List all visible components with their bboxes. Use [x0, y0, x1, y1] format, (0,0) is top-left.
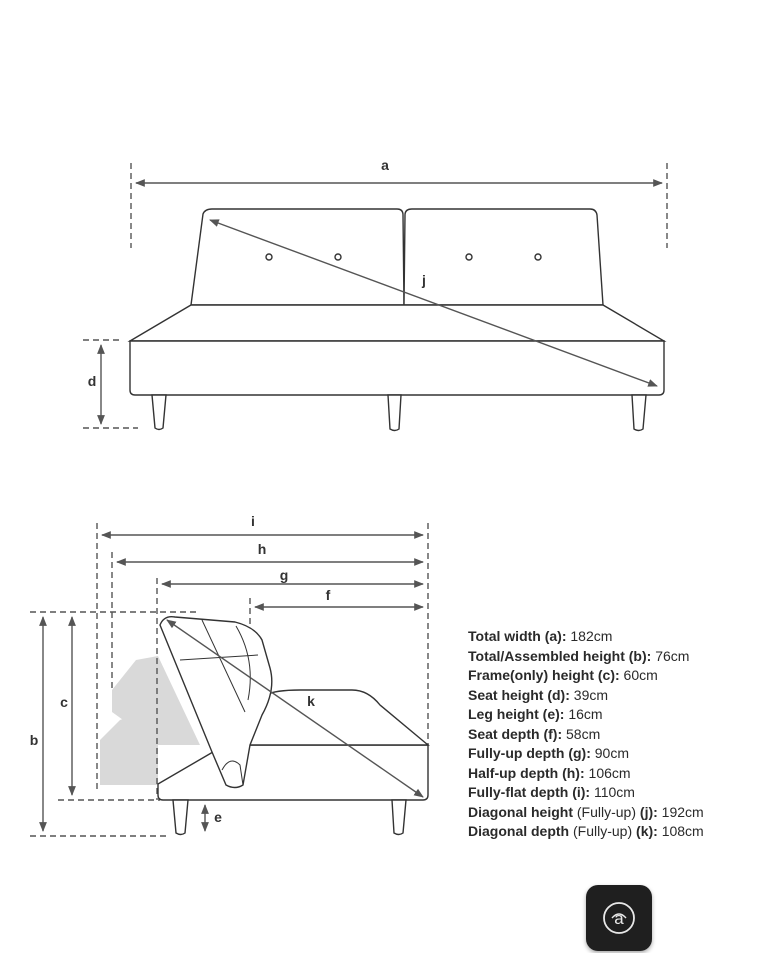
spec-row: Seat height (d): 39cm [468, 686, 609, 703]
label-b: b [29, 732, 39, 748]
svg-text:a: a [614, 909, 624, 928]
label-j: j [422, 272, 426, 288]
spec-row: Total width (a): 182cm [468, 628, 613, 644]
label-f: f [325, 587, 331, 603]
spec-row: Total/Assembled height (b): 76cm [468, 647, 690, 664]
front-seat-front [130, 341, 664, 395]
accessibility-app-icon [599, 898, 639, 938]
front-leg-right [632, 395, 646, 431]
label-i: i [251, 513, 255, 529]
spec-row: Fully-up depth (g): 90cm [468, 745, 629, 761]
label-h: h [257, 541, 267, 557]
label-c: c [60, 694, 68, 710]
spec-row: Half-up depth (h): 106cm [468, 764, 631, 781]
side-seat-cushion [248, 690, 428, 745]
label-e: e [214, 809, 222, 825]
front-leg-middle [388, 395, 401, 431]
side-view [30, 523, 428, 836]
side-leg-front [173, 800, 188, 835]
label-a: a [381, 157, 389, 173]
accessibility-app-button[interactable] [586, 885, 652, 951]
front-seat-top [130, 305, 664, 341]
spec-row: Fully-flat depth (i): 110cm [468, 784, 635, 800]
spec-row: Leg height (e): 16cm [468, 706, 603, 722]
side-leg-back [392, 800, 406, 835]
spec-row: Diagonal depth (Fully-up) (k): 108cm [468, 823, 704, 839]
label-k: k [307, 693, 315, 709]
specifications-list [468, 627, 763, 842]
label-g: g [279, 567, 289, 583]
spec-row: Frame(only) height (c): 60cm [468, 667, 658, 683]
front-backrest-left [191, 209, 404, 305]
spec-row: Seat depth (f): 58cm [468, 725, 601, 742]
front-leg-left [152, 395, 166, 430]
front-backrest-right [404, 209, 603, 305]
front-view [83, 163, 667, 431]
label-d: d [87, 373, 97, 389]
spec-row: Diagonal height (Fully-up) (j): 192cm [468, 803, 704, 820]
